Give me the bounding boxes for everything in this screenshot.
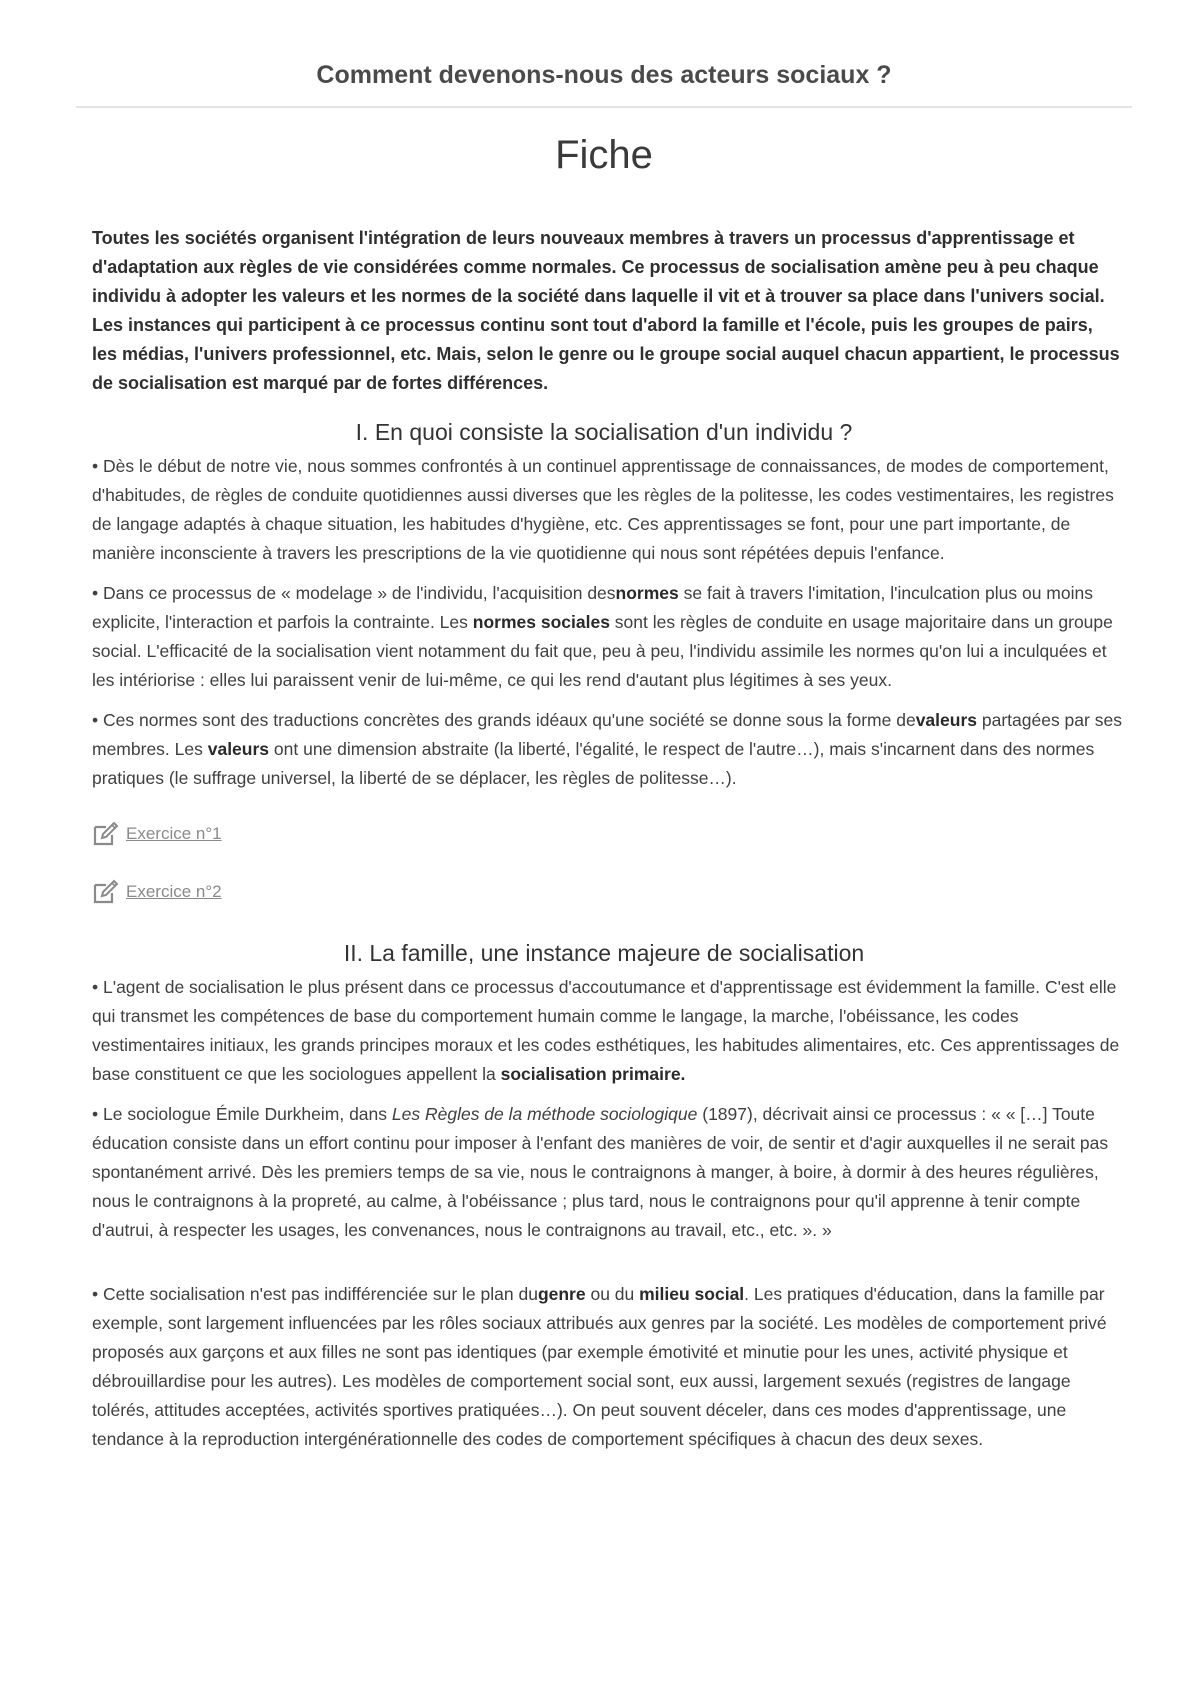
- section-2-paragraph-1: [76, 973, 1122, 1089]
- exercise-link-1[interactable]: [76, 819, 1132, 849]
- text-segment: • L'agent de socialisation le plus présent dans ce processus d'accoutumance et d'apprentissage est évidemment la famille. C'est elle qui transmet les compétences de base du comportement humain comme le langage, la marche, l'obéissance, les codes vestimentaires initiaux, les grands principes moraux et les codes esthétiques, les habitudes alimentaires, etc. Ces apprentissages de base constituent ce que les sociologues appellent la: [92, 977, 1120, 1084]
- page-heading: Fiche: [555, 133, 653, 177]
- spacer: [76, 1256, 1132, 1280]
- term-valeurs: valeurs: [915, 710, 977, 730]
- intro-paragraph: Toutes les sociétés organisent l'intégration de leurs nouveaux membres à travers un processus d'apprentissage et d'adaptation aux règles de vie considérées comme normales. Ce processus de socialisation amène peu à peu chaque individu à adopter les valeurs et les normes de la société dans laquelle il vit et à trouver sa place dans l'univers social. Les instances qui participent à ce processus continu sont tout d'abord la famille et l'école, puis les groupes de pairs, les médias, l'univers professionnel, etc. Mais, selon le genre ou le groupe social auquel chacun appartient, le processus de socialisation est marqué par de fortes différences.: [92, 228, 1120, 393]
- section-1-paragraph-3: [76, 706, 1122, 793]
- exercise-link-2[interactable]: [76, 877, 1132, 907]
- exercise-label[interactable]: Exercice n°1: [126, 824, 222, 843]
- term-milieu-social: milieu social: [639, 1284, 745, 1304]
- section-2-paragraph-3: [76, 1280, 1122, 1454]
- book-title: Les Règles de la méthode sociologique: [391, 1104, 698, 1124]
- term-socialisation-primaire: socialisation primaire.: [500, 1064, 686, 1084]
- section-2-paragraph-2: [76, 1100, 1122, 1245]
- text-segment: ou du: [585, 1284, 640, 1304]
- section-1-paragraph-1: • Dès le début de notre vie, nous sommes confrontés à un continuel apprentissage de connaissances, de modes de comportement, d'habitudes, de règles de conduite quotidiennes aussi diverses que les règles de la politesse, les codes vestimentaires, les registres de langage adaptés à chaque situation, les habitudes d'hygiène, etc. Ces apprentissages se font, pour une part importante, de manière inconsciente à travers les prescriptions de la vie quotidienne qui nous sont répétées depuis l'enfance.: [92, 456, 1114, 563]
- exercise-label[interactable]: Exercice n°2: [126, 882, 222, 901]
- title-divider: [76, 106, 1132, 108]
- text-segment: • Ces normes sont des traductions concrètes des grands idéaux qu'une société se donne sous la forme de: [92, 710, 916, 730]
- section-2-title: II. La famille, une instance majeure de socialisation: [343, 940, 865, 966]
- durkheim-quote: (1897), décrivait ainsi ce processus : « « […] Toute éducation consiste dans un effort continu pour imposer à l'enfant des manières de voir, de sentir et d'agir auxquelles il ne serait pas spontanément arrivé. Dès les premiers temps de sa vie, nous le contraignons à manger, à boire, à dormir à des heures régulières, nous le contraignons à la propreté, au calme, à l'obéissance ; plus tard, nous le contraignons pour qu'il apprenne à tenir compte d'autrui, à respecter les usages, les convenances, nous le contraignons au travail, etc., etc. ». »: [92, 1104, 1109, 1240]
- section-1-title: I. En quoi consiste la socialisation d'un individu ?: [355, 419, 853, 445]
- term-genre: genre: [537, 1284, 586, 1304]
- edit-icon: [92, 821, 120, 847]
- term-normes: normes: [615, 583, 679, 603]
- text-segment: partagées par ses membres. Les: [92, 710, 1122, 759]
- text-segment: sont les règles de conduite en usage majoritaire dans un groupe social. L'efficacité de la socialisation vient notamment du fait que, peu à peu, l'individu assimile les normes qu'on lui a inculquées et les intériorise : elles lui paraissent venir de lui-même, ce qui les rend d'autant plus légitimes à ses yeux.: [92, 612, 1113, 690]
- text-segment: ont une dimension abstraite (la liberté, l'égalité, le respect de l'autre…), mais s'incarnent dans des normes pratiques (le suffrage universel, la liberté de se déplacer, les règles de politesse…).: [92, 739, 1095, 788]
- section-1-paragraph-2: [76, 579, 1122, 695]
- text-segment: . Les pratiques d'éducation, dans la famille par exemple, sont largement influencées par les rôles sociaux attribués aux genres par la société. Les modèles de comportement privé proposés aux garçons et aux filles ne sont pas identiques (par exemple émotivité et minutie pour les unes, activité physique et débrouillardise pour les autres). Les modèles de comportement social sont, eux aussi, largement sexués (registres de langage tolérés, attitudes acceptées, activités sportives pratiquées…). On peut souvent déceler, dans ces modes d'apprentissage, une tendance à la reproduction intergénérationnelle des codes de comportement spécifiques à chacun des deux sexes.: [92, 1284, 1107, 1449]
- document-title: Comment devenons-nous des acteurs sociaux ?: [316, 61, 892, 89]
- text-segment: • Dans ce processus de « modelage » de l'individu, l'acquisition des: [92, 583, 616, 603]
- text-segment: • Le sociologue Émile Durkheim, dans: [92, 1104, 392, 1124]
- edit-icon: [92, 879, 120, 905]
- text-segment: • Cette socialisation n'est pas indifférenciée sur le plan du: [92, 1284, 538, 1304]
- term-normes-sociales: normes sociales: [472, 612, 610, 632]
- document-page: [76, 0, 1132, 1465]
- text-segment: se fait à travers l'imitation, l'inculcation plus ou moins explicite, l'interaction et parfois la contrainte. Les: [92, 583, 1093, 632]
- term-valeurs-2: valeurs: [207, 739, 270, 759]
